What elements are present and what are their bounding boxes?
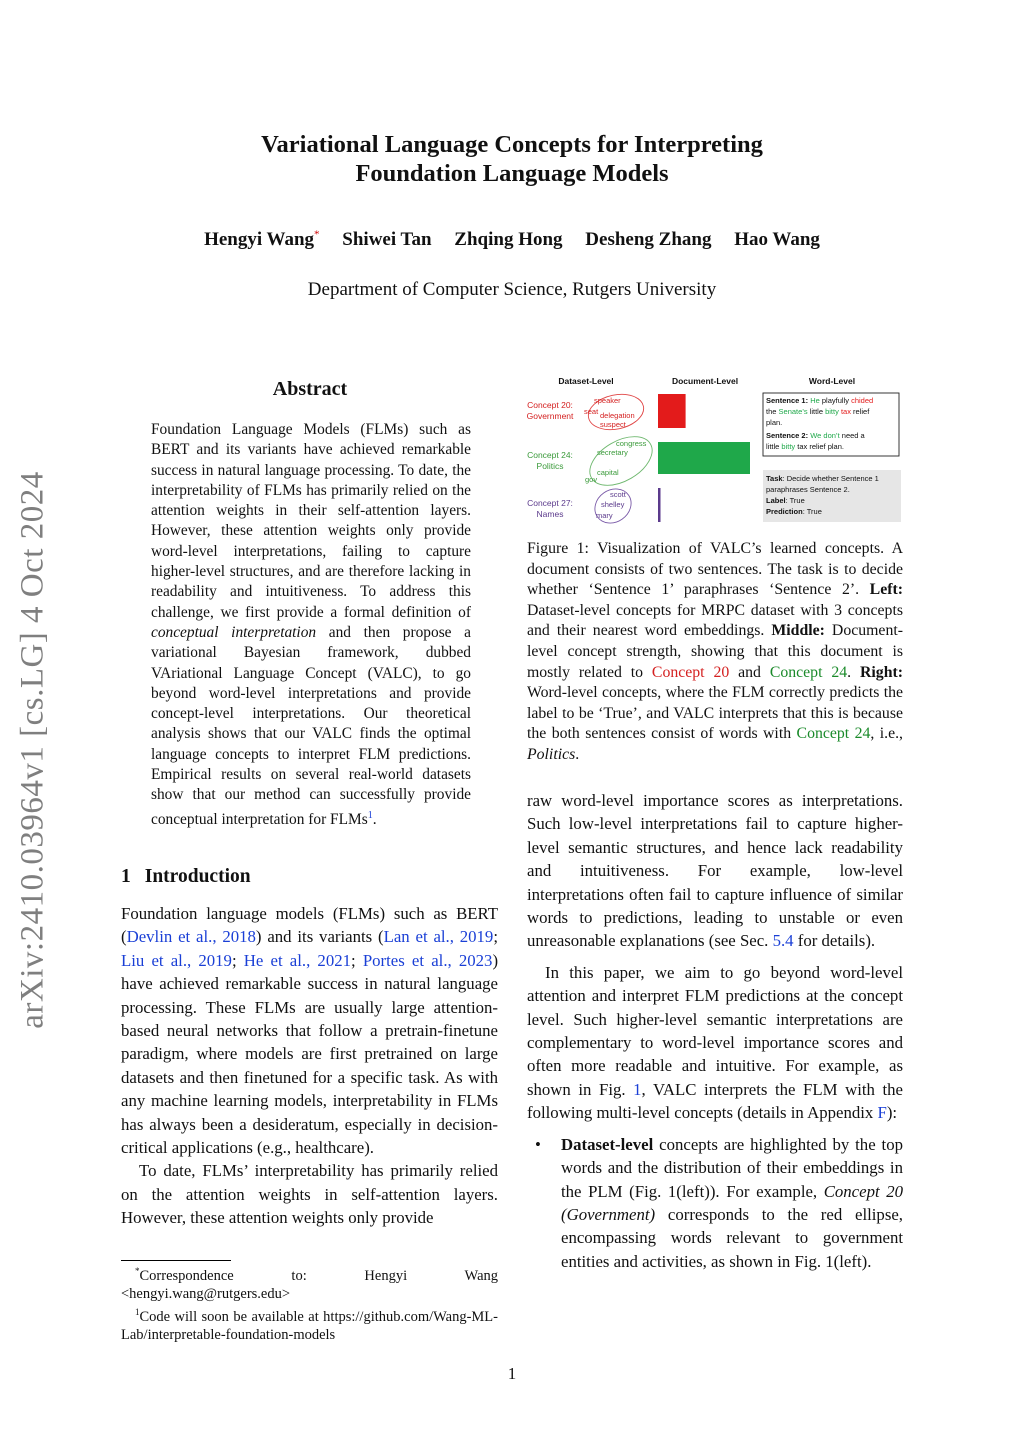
sentence-token: bitty: [781, 442, 796, 451]
author: Hao Wang: [734, 229, 820, 251]
concept-word: scott: [610, 490, 626, 499]
arxiv-id: arXiv:2410.03964v1 [cs.LG] 4 Oct 2024: [14, 471, 51, 1029]
author-mark: *: [314, 229, 320, 241]
concept-24-label: Concept 24:: [527, 450, 573, 460]
intro-paragraph-1: Foundation language models (FLMs) such as BERT (Devlin et al., 2018) and its variants (Lan et al., 2019; Liu et al., 2019; He et al., 2021; Portes et al., 2023) have achieved remarkable success in natural language processing. These FLMs are usually large attention-based neural networks that follow a pretrain-finetune paradigm, where models are first pretrained on large datasets and then finetuned for a specific task. As with any machine learning models, interpretability in FLMs has always been a desideratum, especially in decision-critical applications (e.g., healthcare).: [121, 904, 499, 1158]
section-heading: [121, 866, 251, 888]
paragraph: In this paper, we aim to go beyond word-level attention and interpret FLM predictions at the concept level. Such higher-level semantic interpretations are complementary to word-level importance scores and often more readable and intuitive. For example, as shown in Fig. 1, VALC interprets the FLM with the following multi-level concepts (details in Appendix F):: [527, 962, 904, 1123]
sentence-token: relief: [850, 407, 870, 416]
sentence-1-line-2: [766, 407, 870, 416]
abstract-heading: Abstract: [272, 378, 348, 400]
abstract-text: Foundation Language Models (FLMs) such as BERT and its variants have achieved remarkable success in natural language processing. To date, the interpretability of FLMs has primarily relied on the attention weights in their self-attention layers. However, these attention weights only provide word-level interpretations, failing to capture higher-level structures, and are therefore lacking in readability and intuitiveness. To address this challenge, we first provide a formal definition of conceptual interpretation and then propose a variational Bayesian framework, dubbed VAriational Language Concept (VALC), to go beyond word-level interpretations and provide concept-level interpretations. Our theoretical analysis shows that our VALC finds the optimal language concepts to interpret FLM predictions. Empirical results on several real-world datasets show that our method can successfully provide conceptual interpretation for FLMs$^1$.: [151, 421, 472, 828]
figure-ref-link[interactable]: 1: [633, 1079, 642, 1099]
footnote-1: *Correspondence to: Hengyi Wang <hengyi.wang@rutgers.edu>: [121, 1266, 498, 1302]
intro-left-column: [121, 902, 498, 1230]
page-number: 1: [507, 1364, 517, 1383]
concept-word: shelley: [601, 500, 625, 509]
sentence-1-line-3: [766, 418, 782, 427]
citation-link[interactable]: Liu et al., 2019: [121, 950, 232, 970]
footnote-ref[interactable]: 1: [367, 809, 373, 821]
concept-20-label: Concept 20:: [527, 400, 573, 410]
section-ref-link[interactable]: 5.4: [772, 931, 794, 951]
sentence-1-line-1: Sentence 1: He playfully chided: [766, 396, 874, 405]
sentence-token: tax relief plan.: [795, 442, 844, 451]
citation-link[interactable]: Portes et al., 2023: [362, 950, 493, 970]
concept-24-ref: Concept 24: [796, 725, 871, 743]
appendix-ref-link[interactable]: F: [877, 1103, 887, 1123]
sentence-token: chided: [851, 396, 874, 405]
sentence-token: playfully: [819, 396, 852, 405]
figure-1-graphic: [520, 370, 912, 530]
sentence-token: plan.: [766, 418, 783, 427]
bullet-item: • Dataset-level concepts are highlighted by the top words and the distribution of their embeddings in the PLM (Fig. 1(left)). For example, Concept 20 (Government) corresponds to the red ellipse, encompassing words relevant to government entities and activities, as shown in Fig. 1(left).: [535, 1133, 903, 1273]
figure-1: [520, 370, 912, 530]
intro-paragraph-2: To date, FLMs’ interpretability has primarily relied on the attention weights in self-attention layers. However, these attention weights only provide: [121, 1161, 498, 1228]
concept-24-name: Politics: [536, 461, 564, 471]
bullet-dot: •: [535, 1134, 541, 1154]
arxiv-stamp: [8, 460, 58, 1040]
sentence-token: little: [766, 442, 782, 451]
concept-word: suspect: [600, 420, 626, 429]
author: Desheng Zhang: [585, 229, 712, 251]
concept-word: gov: [585, 475, 598, 484]
paragraph: raw word-level importance scores as interpretations. Such low-level interpretations fail to capture higher-level semantic structures, and hence lack readability and intuitiveness. For example, low-level interpretations often fail to capture influence of similar words to predictions, leading to unstable or even unreasonable explanations (see Sec. 5.4 for details).: [527, 791, 903, 951]
task-line-2: paraphrases Sentence 2.: [766, 485, 850, 494]
concept-24-ellipse: [582, 427, 661, 496]
label-line: Label: True: [766, 496, 805, 505]
concept-20-name: Government: [526, 411, 574, 421]
concept-27-strength-bar: [658, 488, 661, 522]
concept-24-ref: Concept 24: [769, 663, 848, 681]
concept-24-strength-bar: [658, 442, 750, 474]
paper-title: [0, 130, 1024, 188]
citation-link[interactable]: He et al., 2021: [243, 950, 351, 970]
concept-word: seat: [584, 407, 599, 416]
sentence-token: tax: [840, 407, 851, 416]
author: Shiwei Tan: [342, 229, 432, 251]
sentence-token: We: [810, 431, 822, 440]
affiliation: Department of Computer Science, Rutgers University: [307, 279, 717, 300]
section-title: Introduction: [144, 866, 251, 887]
title-line-2: Foundation Language Models: [355, 160, 669, 187]
concept-20-strength-bar: [658, 394, 686, 428]
prediction-line: Prediction: True: [766, 507, 822, 516]
sentence-token: little: [807, 407, 826, 416]
footnote-2: $^1$Code will soon be available at https://github.com/Wang-ML-Lab/interpretable-foundation-models: [121, 1306, 498, 1343]
sentence-2-line-2: [766, 442, 844, 451]
sentence-token: bitty: [825, 407, 839, 416]
citation-link[interactable]: Lan et al., 2019: [383, 927, 494, 947]
concept-word: capital: [597, 468, 619, 477]
intro-right-column: [527, 789, 903, 1273]
header-dataset-level: Dataset-Level: [558, 376, 614, 386]
author-list: [0, 229, 1024, 251]
figure-1-caption: Figure 1: Visualization of VALC’s learned concepts. A document consists of two sentences. The task is to decide whether ‘Sentence 1’ paraphrases ‘Sentence 2’. Left: Dataset-level concepts for MRPC dataset with 3 concepts and their nearest word embeddings. Middle: Document-level concept strength, showing that this document is mostly related to Concept 20 and Concept 24. Right: Word-level concepts, where the FLM correctly predicts the label to be ‘True’, and VALC interprets that this is because the both sentences consist of words with Concept 24, i.e., Politics.: [527, 540, 904, 763]
concept-word: delegation: [600, 411, 635, 420]
sentence-token: don’t: [823, 431, 840, 440]
header-word-level: Word-Level: [808, 376, 856, 386]
header-document-level: Document-Level: [671, 376, 739, 386]
sentence-token: need a: [839, 431, 865, 440]
concept-20-ref: Concept 20: [651, 663, 730, 681]
concept-word: congress: [616, 439, 647, 448]
title-line-1: Variational Language Concepts for Interpreting: [261, 131, 763, 158]
concept-word: secretary: [597, 448, 628, 457]
sentence-token: the: [766, 407, 779, 416]
task-line-1: Task: Decide whether Sentence 1: [766, 474, 879, 483]
footnotes: [121, 1262, 498, 1344]
sentence-token: Senate’s: [778, 407, 808, 416]
section-number: 1: [121, 866, 131, 887]
citation-link[interactable]: Devlin et al., 2018: [126, 927, 256, 947]
concept-27-label: Concept 27:: [527, 498, 573, 508]
author: Hengyi Wang*: [204, 229, 320, 251]
footnote-rule: [121, 1260, 231, 1261]
sentence-token: He: [810, 396, 820, 405]
author: Zhqing Hong: [454, 229, 563, 251]
concept-word: speaker: [594, 396, 621, 405]
concept-27-name: Names: [536, 509, 564, 519]
concept-word: mary: [596, 511, 613, 520]
sentence-2-line-1: Sentence 2: We don’t need a: [766, 431, 865, 440]
